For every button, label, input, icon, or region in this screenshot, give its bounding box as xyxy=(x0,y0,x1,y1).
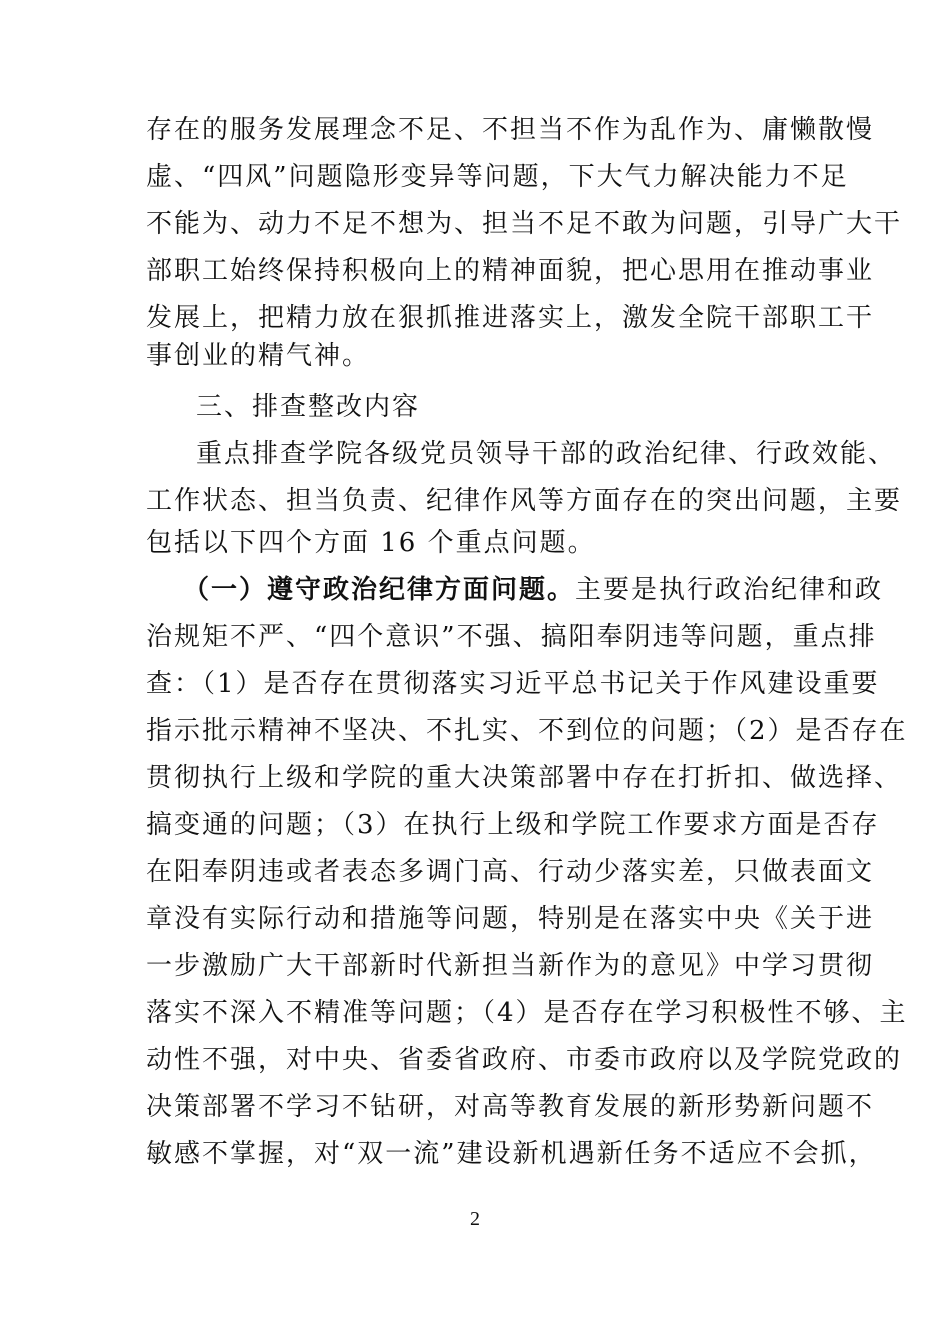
text-line: 敏感不掌握，对“双一流”建设新机遇新任务不适应不会抓， xyxy=(146,1139,877,1169)
text-line: 治规矩不严、“四个意识”不强、搞阳奉阴违等问题，重点排 xyxy=(146,622,877,652)
text-line: 在阳奉阴违或者表态多调门高、行动少落实差，只做表面文 xyxy=(146,857,875,887)
text-line: 搞变通的问题；（3）在执行上级和学院工作要求方面是否存 xyxy=(146,810,880,840)
text-line: 事创业的精气神。 xyxy=(146,341,371,371)
text-line: 查：（1）是否存在贯彻落实习近平总书记关于作风建设重要 xyxy=(146,669,880,699)
subsection-line xyxy=(183,575,884,605)
text-line: 指示批示精神不坚决、不扎实、不到位的问题；（2）是否存在 xyxy=(146,716,908,746)
text-line: 章没有实际行动和措施等问题，特别是在落实中央《关于进 xyxy=(146,904,875,934)
text-line: 决策部署不学习不钻研，对高等教育发展的新形势新问题不 xyxy=(146,1092,875,1122)
page-number: 2 xyxy=(470,1208,480,1230)
section-heading: 三、排查整改内容 xyxy=(196,392,421,422)
text-line: 虚、“四风”问题隐形变异等问题，下大气力解决能力不足 xyxy=(146,162,849,192)
text-line: 发展上，把精力放在狠抓推进落实上，激发全院干部职工干 xyxy=(146,303,875,333)
text-line: 落实不深入不精准等问题；（4）是否存在学习积极性不够、主 xyxy=(146,998,908,1028)
text-line: 工作状态、担当负责、纪律作风等方面存在的突出问题，主要 xyxy=(146,486,903,516)
subsection-text: 主要是执行政治纪律和政 xyxy=(575,575,884,605)
text-line: 贯彻执行上级和学院的重大决策部署中存在打折扣、做选择、 xyxy=(146,763,903,793)
text-line: 一步激励广大干部新时代新担当新作为的意见》中学习贯彻 xyxy=(146,951,875,981)
text-line: 动性不强，对中央、省委省政府、市委市政府以及学院党政的 xyxy=(146,1045,903,1075)
text-line: 包括以下四个方面 16 个重点问题。 xyxy=(146,528,596,558)
text-line: 部职工始终保持积极向上的精神面貌，把心思用在推动事业 xyxy=(146,256,875,286)
subsection-heading: （一）遵守政治纪律方面问题。 xyxy=(183,575,576,605)
text-line: 重点排查学院各级党员领导干部的政治纪律、行政效能、 xyxy=(196,439,897,469)
text-line: 存在的服务发展理念不足、不担当不作为乱作为、庸懒散慢 xyxy=(146,115,875,145)
text-line: 不能为、动力不足不想为、担当不足不敢为问题，引导广大干 xyxy=(146,209,903,239)
